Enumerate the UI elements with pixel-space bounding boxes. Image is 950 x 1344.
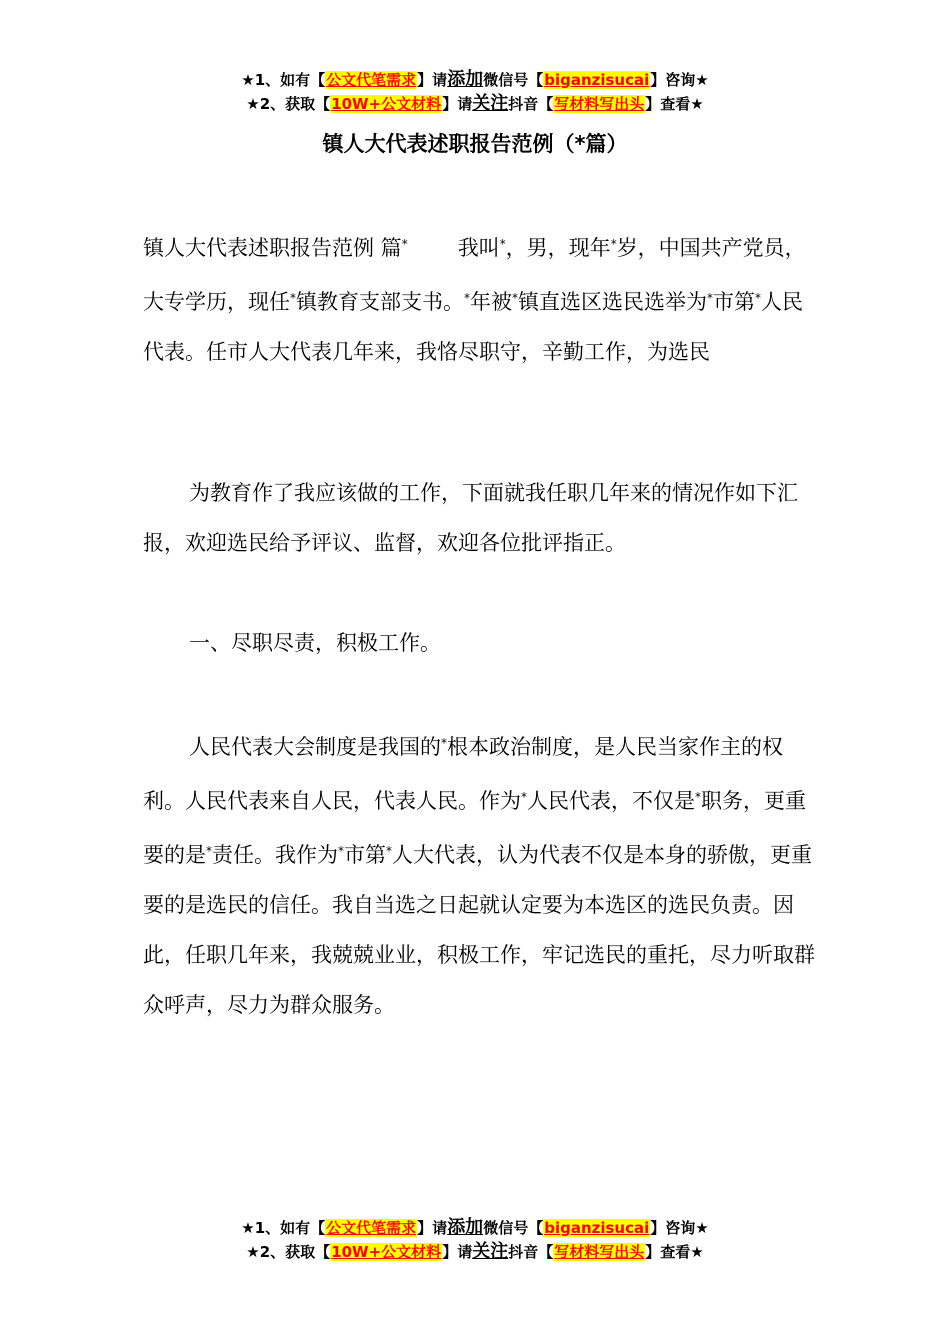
banner-line-2 <box>0 92 950 116</box>
banner-text: 抖音【 <box>508 95 554 113</box>
banner-line-1 <box>0 1216 950 1240</box>
banner-highlight: 公文代笔需求 <box>326 71 417 89</box>
document-title: 镇人大代表述职报告范例（*篇） <box>322 132 628 156</box>
banner-text: ★2、获取【 <box>246 1243 331 1261</box>
banner-text: 】请 <box>417 71 448 89</box>
banner-line-1 <box>0 68 950 92</box>
banner-text: 抖音【 <box>508 1243 554 1261</box>
banner-text: 】咨询★ <box>650 71 709 89</box>
banner-highlight: 写材料写出头 <box>554 95 645 113</box>
banner-text: 】请 <box>442 1243 473 1261</box>
header-banner <box>0 68 950 116</box>
banner-text: ★1、如有【 <box>241 1219 326 1237</box>
banner-emphasis: 关注 <box>472 93 509 114</box>
paragraph-report: 为教育作了我应该做的工作，下面就我任职几年来的情况作如下汇报，欢迎选民给予评议、监督，欢迎各位批评指正。 <box>143 481 798 555</box>
footer-banner <box>0 1216 950 1264</box>
banner-highlight: 公文代笔需求 <box>326 1219 417 1237</box>
banner-text: 】请 <box>417 1219 448 1237</box>
banner-line-2 <box>0 1240 950 1264</box>
banner-text: 微信号【 <box>483 1219 544 1237</box>
banner-text: ★2、获取【 <box>246 95 331 113</box>
banner-highlight: 10W+公文材料 <box>331 1243 442 1261</box>
banner-emphasis: 添加 <box>447 69 484 90</box>
banner-emphasis: 添加 <box>447 1217 484 1238</box>
banner-text: 】咨询★ <box>650 1219 709 1237</box>
banner-text: 】查看★ <box>645 1243 704 1261</box>
banner-text: 】请 <box>442 95 473 113</box>
banner-highlight: biganzisucai <box>544 1219 650 1237</box>
banner-highlight: 写材料写出头 <box>554 1243 645 1261</box>
banner-emphasis: 关注 <box>472 1241 509 1262</box>
banner-text: 】查看★ <box>645 95 704 113</box>
banner-highlight: 10W+公文材料 <box>331 95 442 113</box>
banner-text: ★1、如有【 <box>241 71 326 89</box>
section-heading: 一、尽职尽责，积极工作。 <box>189 631 441 655</box>
paragraph-intro: 镇人大代表述职报告范例 篇* 我叫*，男，现年*岁，中国共产党员，大专学历，现任*镇教育支部支书。*年被*镇直选区选民选举为*市第*人民代表。任市人大代表几年来，我恪尽职守，辛勤工作，为选民 <box>143 236 806 364</box>
banner-highlight: biganzisucai <box>544 71 650 89</box>
paragraph-body: 人民代表大会制度是我国的*根本政治制度，是人民当家作主的权利。人民代表来自人民，代表人民。作为*人民代表，不仅是*职务，更重要的是*责任。我作为*市第*人大代表，认为代表不仅是本身的骄傲，更重要的是选民的信任。我自当选之日起就认定要为本选区的选民负责。因此，任职几年来，我兢兢业业，积极工作，牢记选民的重托，尽力听取群众呼声，尽力为群众服务。 <box>143 735 815 1017</box>
banner-text: 微信号【 <box>483 71 544 89</box>
